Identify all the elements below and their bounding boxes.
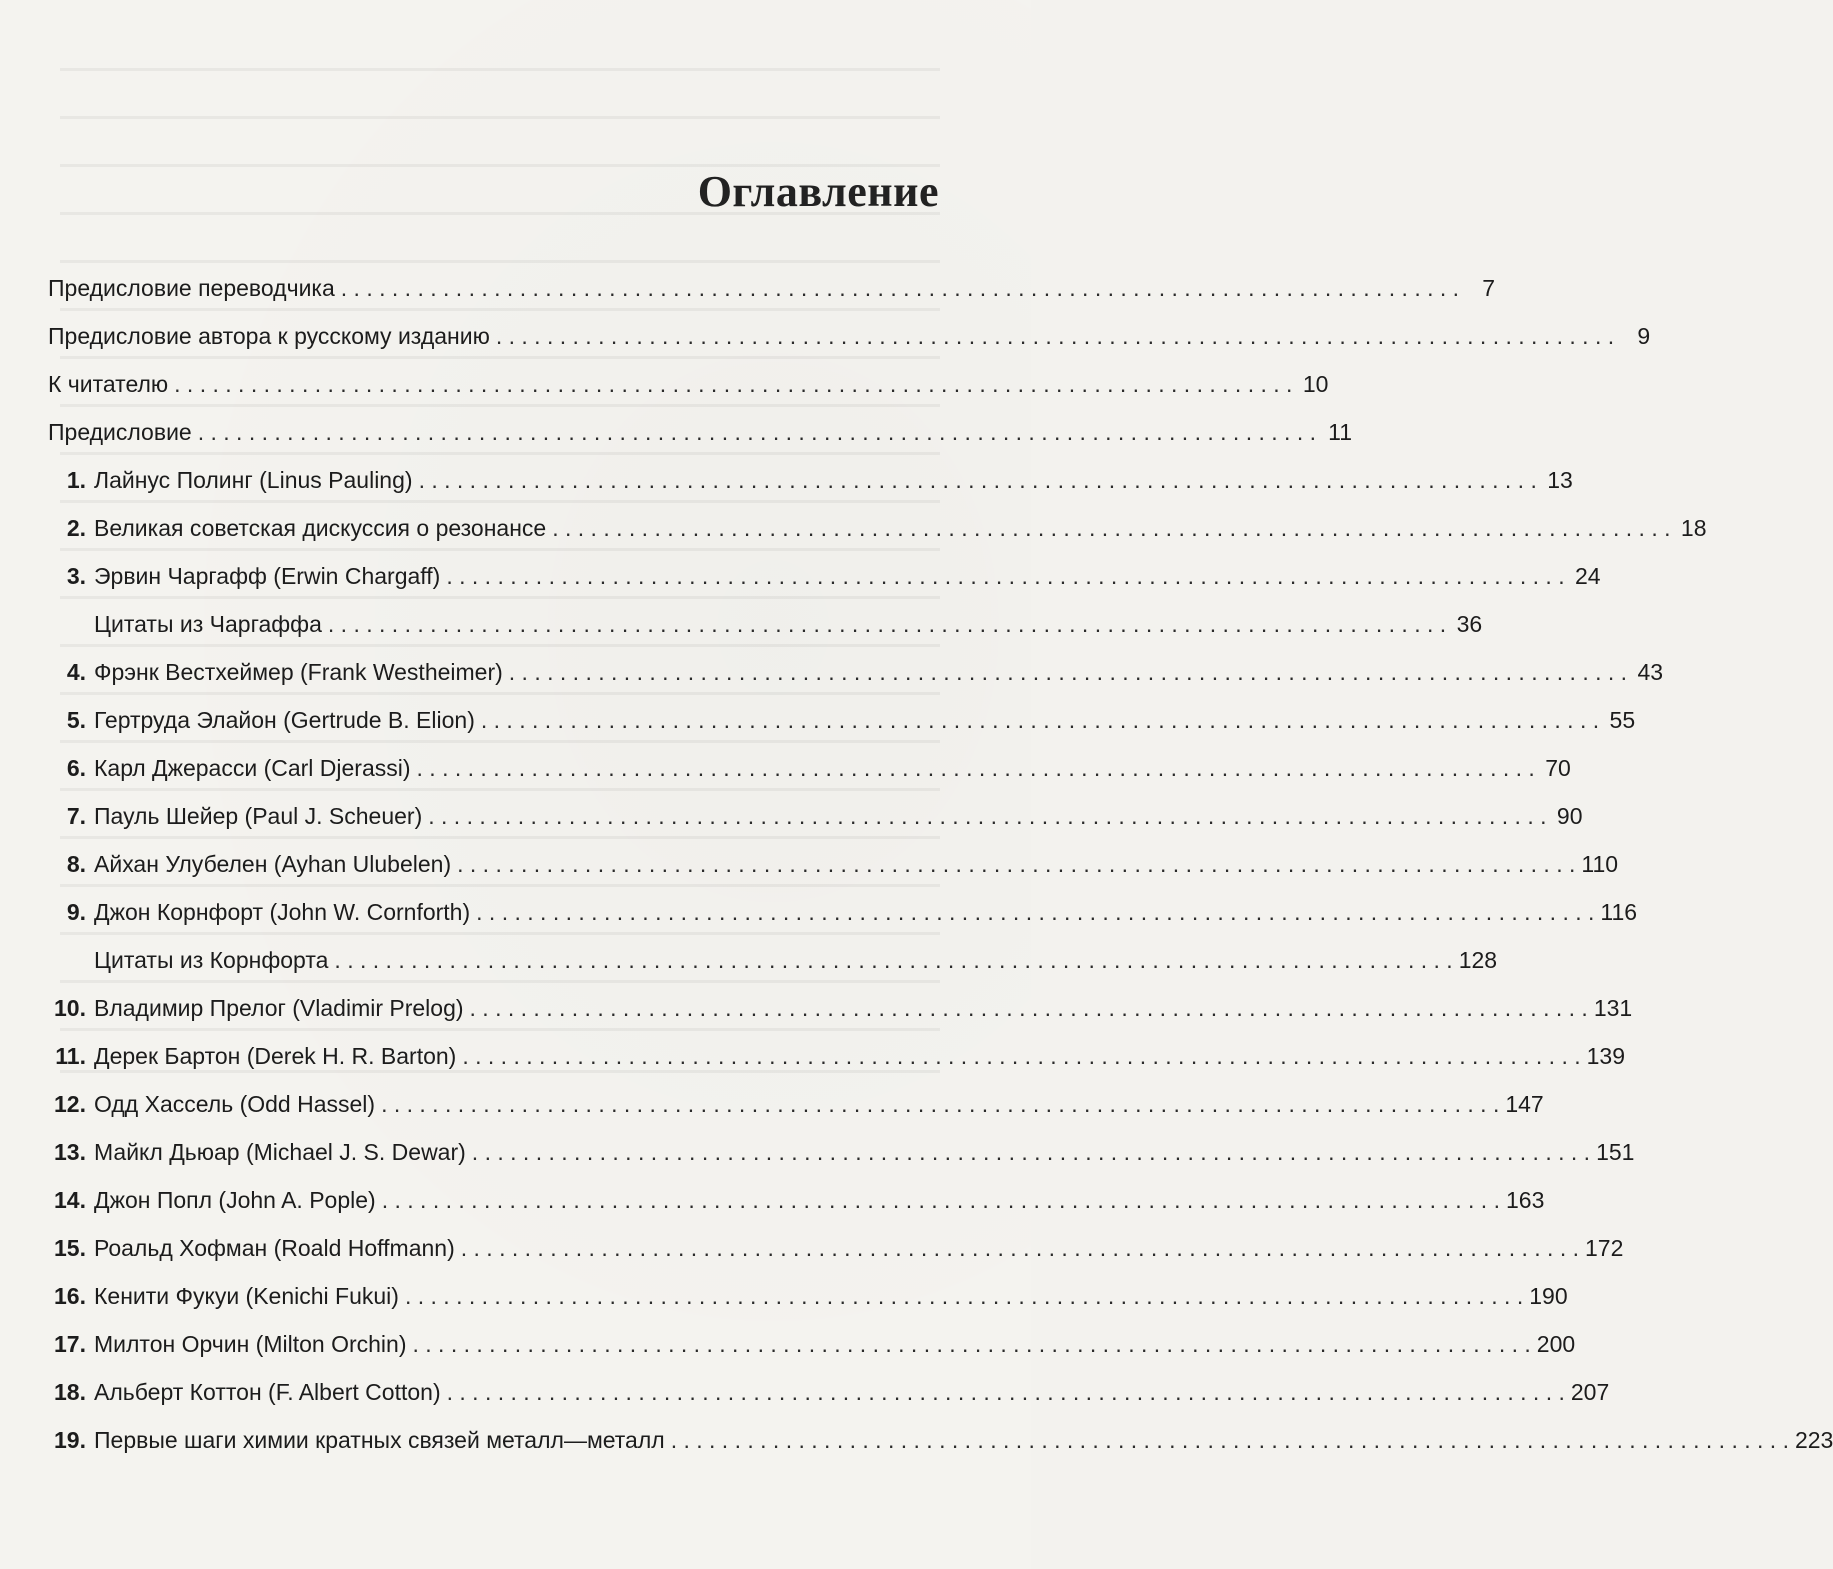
chapter-number: 10. [54, 995, 86, 1021]
chapter-number: 16. [54, 1283, 86, 1309]
dot-leader [481, 700, 1599, 740]
chapter-number: 12. [54, 1091, 86, 1117]
entry-page-number: 9 [1637, 323, 1651, 349]
dot-leader [413, 1324, 1531, 1364]
dot-leader [509, 652, 1627, 692]
entry-title: Милтон Орчин (Milton Orchin) [94, 1331, 407, 1357]
entry-page-number: 116 [1600, 899, 1638, 925]
entry-page-number: 11 [1328, 419, 1352, 445]
chapter-number: 7. [66, 803, 86, 829]
entry-title: Предисловие автора к русскому изданию [48, 323, 490, 349]
dot-leader [381, 1084, 1499, 1124]
toc-front-matter-entry [48, 412, 1352, 452]
dot-leader [382, 1180, 1500, 1220]
entry-page-number: 70 [1545, 755, 1571, 781]
toc-front-matter-entry [48, 316, 1651, 356]
entry-page-number: 147 [1505, 1091, 1544, 1117]
entry-title: Предисловие [48, 419, 192, 445]
entry-page-number: 36 [1456, 611, 1483, 637]
entry-page-number: 223 [1794, 1427, 1833, 1453]
entry-title: Первые шаги химии кратных связей металл—металл [94, 1427, 665, 1453]
entry-page-number: 131 [1593, 995, 1633, 1021]
toc-chapter-entry [48, 604, 1483, 644]
toc-chapter-entry [48, 1276, 1568, 1316]
chapter-number: 18. [54, 1379, 86, 1405]
toc-chapter-entry [48, 1036, 1625, 1076]
entry-page-number: 90 [1556, 803, 1583, 829]
toc-chapter-entry [48, 1372, 1610, 1412]
entry-title: Джон Попл (John A. Pople) [94, 1187, 376, 1213]
toc-chapter-entry [48, 1324, 1576, 1364]
entry-title: Одд Хассель (Odd Hassel) [94, 1091, 376, 1117]
chapter-number: 5. [66, 707, 86, 733]
entry-page-number: 13 [1547, 467, 1573, 493]
entry-page-number: 172 [1585, 1235, 1624, 1261]
entry-page-number: 7 [1482, 275, 1496, 301]
entry-title: Дерек Бартон (Derek H. R. Barton) [94, 1043, 457, 1069]
entry-title: Предисловие переводчика [48, 275, 335, 301]
toc-chapter-entry [48, 844, 1619, 884]
dot-leader [470, 988, 1588, 1028]
toc-chapter-entry [48, 652, 1664, 692]
dot-leader [405, 1276, 1523, 1316]
chapter-number: 6. [66, 755, 86, 781]
dot-leader [472, 1132, 1590, 1172]
entry-page-number: 18 [1680, 515, 1707, 541]
toc-chapter-entry [48, 1180, 1545, 1220]
dot-leader [457, 844, 1575, 884]
entry-page-number: 43 [1637, 659, 1664, 685]
dot-leader [428, 796, 1546, 836]
dot-leader [461, 1228, 1579, 1268]
toc-chapter-entry [48, 940, 1498, 980]
entry-title: Лайнус Полинг (Linus Pauling) [94, 467, 413, 493]
entry-page-number: 163 [1505, 1187, 1545, 1213]
chapter-number: 9. [66, 899, 86, 925]
chapter-number: 14. [54, 1187, 86, 1213]
entry-title: Великая советская дискуссия о резонансе [94, 515, 547, 541]
dot-leader [174, 364, 1292, 404]
entry-title: Фрэнк Вестхеймер (Frank Westheimer) [94, 659, 503, 685]
entry-title: Альберт Коттон (F. Albert Cotton) [94, 1379, 441, 1405]
entry-page-number: 24 [1575, 563, 1601, 589]
toc-chapter-entry [48, 892, 1638, 932]
dot-leader [328, 604, 1446, 644]
entry-title: Айхан Улубелен (Ayhan Ulubelen) [94, 851, 452, 877]
chapter-number: 19. [54, 1427, 86, 1453]
entry-title: Цитаты из Корнфорта [94, 947, 329, 973]
dot-leader [334, 940, 1452, 980]
chapter-number: 4. [66, 659, 86, 685]
chapter-number: 1. [66, 467, 86, 493]
chapter-number: 8. [66, 851, 86, 877]
entry-title: Джон Корнфорт (John W. Cornforth) [94, 899, 471, 925]
toc-chapter-entry [48, 988, 1633, 1028]
dot-leader [552, 508, 1670, 548]
dot-leader [419, 460, 1537, 500]
chapter-number: 15. [54, 1235, 86, 1261]
toc-chapter-entry [48, 796, 1583, 836]
dot-leader [198, 412, 1316, 452]
toc-chapter-entry [48, 748, 1571, 788]
entry-title: Майкл Дьюар (Michael J. S. Dewar) [94, 1139, 466, 1165]
entry-title: Карл Джерасси (Carl Djerassi) [94, 755, 411, 781]
dot-leader [341, 268, 1459, 308]
toc-chapter-entry [48, 1228, 1624, 1268]
entry-page-number: 139 [1586, 1043, 1625, 1069]
page-title: Оглавление [697, 167, 939, 216]
entry-title: Цитаты из Чаргаффа [94, 611, 322, 637]
dot-leader [447, 1372, 1565, 1412]
toc-chapter-entry [48, 556, 1601, 596]
toc-chapter-entry [48, 460, 1573, 500]
entry-page-number: 151 [1596, 1139, 1635, 1165]
toc-front-matter-entry [48, 268, 1496, 308]
toc-chapter-entry [48, 1084, 1544, 1124]
entry-page-number: 207 [1570, 1379, 1610, 1405]
entry-title: Эрвин Чаргафф (Erwin Chargaff) [94, 563, 441, 589]
entry-title: Гертруда Элайон (Gertrude B. Elion) [94, 707, 475, 733]
toc-chapter-entry [48, 508, 1707, 548]
dot-leader [462, 1036, 1580, 1076]
entry-page-number: 110 [1581, 851, 1619, 877]
toc-chapter-entry [48, 700, 1636, 740]
toc-front-matter-entry [48, 364, 1329, 404]
entry-title: Владимир Прелог (Vladimir Prelog) [94, 995, 464, 1021]
entry-title: Роальд Хофман (Roald Hoffmann) [94, 1235, 455, 1261]
toc-chapter-entry [48, 1420, 1833, 1460]
entry-page-number: 128 [1458, 947, 1498, 973]
entry-title: К читателю [48, 371, 169, 397]
entry-page-number: 190 [1529, 1283, 1568, 1309]
toc-chapter-entry [48, 1132, 1635, 1172]
dot-leader [476, 892, 1594, 932]
chapter-number: 2. [66, 515, 86, 541]
chapter-number: 17. [54, 1331, 86, 1357]
dot-leader [496, 316, 1614, 356]
entry-page-number: 200 [1536, 1331, 1576, 1357]
chapter-number: 13. [54, 1139, 86, 1165]
dot-leader [446, 556, 1564, 596]
entry-title: Кенити Фукуи (Kenichi Fukui) [94, 1283, 399, 1309]
entry-title: Пауль Шейер (Paul J. Scheuer) [94, 803, 423, 829]
entry-page-number: 55 [1609, 707, 1636, 733]
dot-leader [417, 748, 1535, 788]
chapter-number: 3. [66, 563, 86, 589]
chapter-number: 11. [55, 1043, 86, 1069]
entry-page-number: 10 [1302, 371, 1329, 397]
dot-leader [671, 1420, 1789, 1460]
